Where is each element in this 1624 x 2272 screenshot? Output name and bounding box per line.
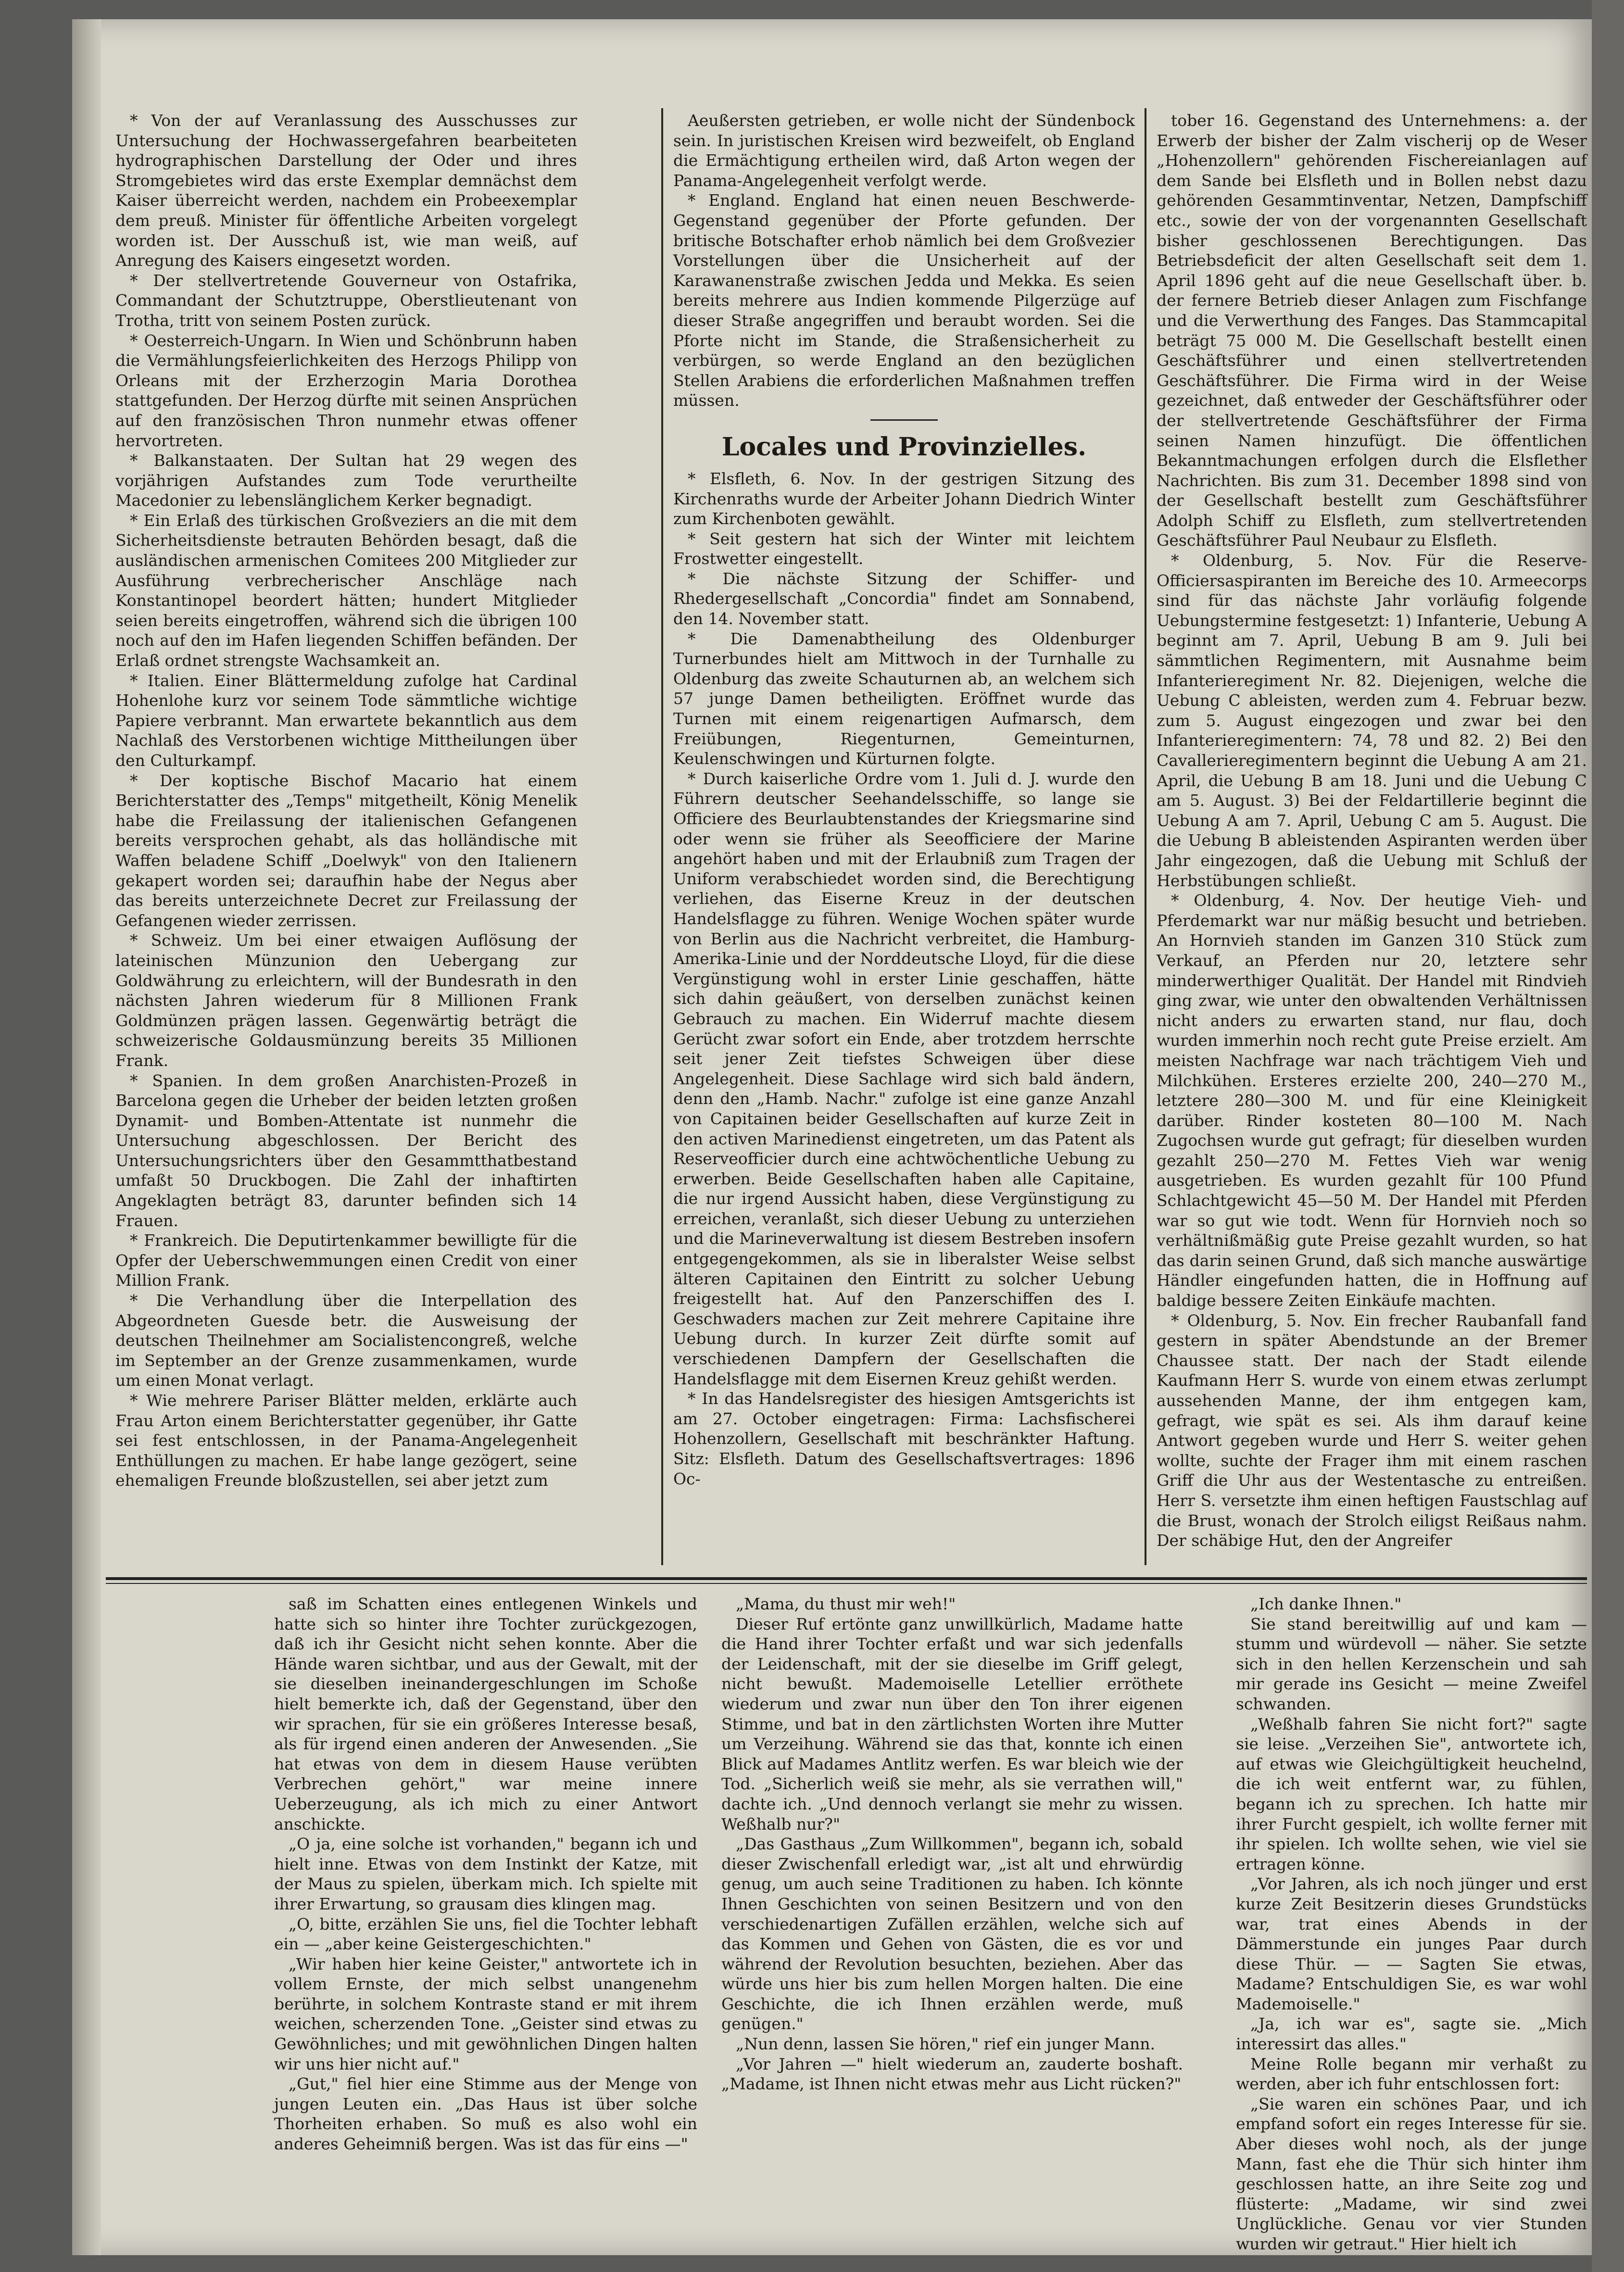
article-paragraph: * Oldenburg, 4. Nov. Der heutige Vieh- und Pferdemarkt war nur mäßig besucht und betrieben. An Hornvieh standen im Ganzen 310 Stück zum Verkauf, an Pferden nur 20, letztere sehr minderwerthiger Qualität. Der Handel mit Rindvieh ging zwar, wie unter den obwaltenden Verhältnissen nicht anders zu erwarten stand, nur flau, doch wurden immerhin noch recht gute Preise erzielt. Am meisten Nachfrage war nach trächtigem Vieh und Milchkühen. Ersteres erzielte 200, 240—270 M., letztere 280—300 M. und für eine Kleinigkeit darüber. Rinder kosteten 80—100 M. Nach Zugochsen wurde gut gefragt; für dieselben wurden gezahlt 250—270 M. Fettes Vieh war wenig ausgetrieben. Es wurden gezahlt für 100 Pfund Schlachtgewicht 45—50 M. Der Handel mit Pferden war so gut wie todt. Wenn für Hornvieh noch so verhältnißmäßig gute Preise gezahlt wurden, so hat das darin seinen Grund, daß sich manche auswärtige Händler eingefunden hatten, die in Hoffnung auf baldige bessere Zeiten Einkäufe machten. (1157, 891, 1587, 1310)
article-paragraph: „Vor Jahren, als ich noch jünger und erst kurze Zeit Besitzerin dieses Grundstücks war, trat eines Abends in der Dämmerstunde ein junges Paar durch diese Thür. — — Sagten Sie etwas, Madame? Entschuldigen Sie, es war wohl Mademoiselle." (1236, 1874, 1587, 2013)
article-paragraph: * In das Handelsregister des hiesigen Amtsgerichts ist am 27. October eingetragen: Firma: Lachsfischerei Hohenzollern, Gesellschaft mit beschränkter Haftung. Sitz: Elsfleth. Datum des Gesellschaftsvertrages: 1896 Oc- (673, 1389, 1135, 1488)
article-paragraph: Meine Rolle begann mir verhaßt zu werden, aber ich fuhr entschlossen fort: (1236, 2054, 1587, 2094)
article-paragraph: Sie stand bereitwillig auf und kam — stumm und würdevoll — näher. Sie setzte sich in den hellen Kerzenschein und sah mir gerade ins Gesicht — meine Zweifel schwanden. (1236, 1614, 1587, 1713)
article-paragraph: „Ich danke Ihnen." (1250, 1594, 1402, 1613)
article-paragraph: * Seit gestern hat sich der Winter mit leichtem Frostwetter eingestellt. (673, 529, 1135, 568)
article-paragraph: „Vor Jahren —" hielt wiederum an, zauderte boshaft. „Madame, ist Ihnen nicht etwas mehr aus Licht rücken?" (721, 2054, 1183, 2094)
article-paragraph: „Mama, du thust mir weh!" (736, 1594, 956, 1613)
article-paragraph: * Italien. Einer Blättermeldung zufolge hat Cardinal Hohenlohe kurz vor seinem Tode sämmtliche wichtige Papiere verbrannt. Man erwartete bekanntlich aus dem Nachlaß des Verstorbenen wichtige Mittheilungen über den Culturkampf. (115, 671, 577, 770)
article-paragraph: „Sie waren ein schönes Paar, und ich empfand sofort ein reges Interesse für sie. Aber dieses wohl noch, als der junge Mann, fast ehe die Thür sich hinter ihm geschlossen hatte, an ihre Seite zog und flüsterte: „Madame, wir sind zwei Unglückliche. Genau vor vier Stunden wurden wir getraut." Hier hielt ich (1236, 2094, 1587, 2253)
article-paragraph: Dieser Ruf ertönte ganz unwillkürlich, Madame hatte die Hand ihrer Tochter erfaßt und war sich jedenfalls der Leidenschaft, mit der sie dieselbe im Griff gelegt, nicht bewußt. Mademoiselle Letellier erröthete wiederum und zwar nun über den Ton ihrer eigenen Stimme, und bat in den zärtlichsten Worten ihre Mutter um Verzeihung. Während sie das that, konnte ich einen Blick auf Madames Antlitz werfen. Es war bleich wie der Tod. „Sicherlich weiß sie mehr, als sie verrathen will," dachte ich. „Und dennoch verlangt sie mehr zu wissen. Weßhalb nur?" (721, 1614, 1183, 1833)
article-paragraph: „Das Gasthaus „Zum Willkommen", begann ich, sobald dieser Zwischenfall erledigt war, „ist alt und ehrwürdig genug, um auch seine Traditionen zu haben. Ich könnte Ihnen Geschichten von seinen Besitzern und von den verschiedenartigen Zufällen erzählen, welche sich auf das Kommen und Gehen von Gästen, die es vor und während der Revolution besuchten, beziehen. Aber das würde uns hier bis zum hellen Morgen halten. Die eine Geschichte, die ich Ihnen erzählen werde, muß genügen." (721, 1834, 1183, 2034)
feuilleton-divider (106, 1577, 1587, 1580)
article-paragraph: * Oesterreich-Ungarn. In Wien und Schönbrunn haben die Vermählungsfeierlichkeiten des Herzogs Philipp von Orleans mit der Erzherzogin Maria Dorothea stattgefunden. Der Herzog dürfte mit seinen Ansprüchen auf den französischen Thron nunmehr etwas offener hervortreten. (115, 331, 577, 450)
article-paragraph: * Elsfleth, 6. Nov. In der gestrigen Sitzung des Kirchenraths wurde der Arbeiter Johann Diedrich Winter zum Kirchenboten gewählt. (673, 469, 1135, 528)
article-paragraph: „O ja, eine solche ist vorhanden," begann ich und hielt inne. Etwas von dem Instinkt der Katze, mit der Maus zu spielen, überkam mich. Ich spielte mit ihrer Erwartung, so grausam dies klingen mag. (274, 1834, 697, 1913)
article-paragraph: * Spanien. In dem großen Anarchisten-Prozeß in Barcelona gegen die Urheber der beiden letzten großen Dynamit- und Bomben-Attentate ist nunmehr die Untersuchung abgeschlossen. Der Bericht des Untersuchungsrichters über den Gesammtthatbestand umfaßt 50 Druckbogen. Die Zahl der inhaftirten Angeklagten beträgt 83, darunter befinden sich 14 Frauen. (115, 1071, 577, 1230)
page-binding (72, 19, 101, 2255)
scan-edge (1592, 0, 1624, 2272)
article-paragraph: „Gut," fiel hier eine Stimme aus der Menge von jungen Leuten ein. „Das Haus ist über solche Thorheiten erhaben. So muß es also wohl ein anderes Geheimniß bergen. Was ist das für eins —" (274, 2074, 697, 2154)
article-paragraph: * Ein Erlaß des türkischen Großveziers an die mit dem Sicherheitsdienste betrauten Behörden besagt, daß die ausländischen armenischen Comitees 200 Mitglieder zur Ausführung verbrecherischer Anschläge nach Konstantinopel beordert hätten; hundert Mitglieder seien bereits eingetroffen, während sich die übrigen 100 noch auf den im Hafen liegenden Schiffen befänden. Der Erlaß ordnet strengste Wachsamkeit an. (115, 511, 577, 670)
article-paragraph: * Balkanstaaten. Der Sultan hat 29 wegen des vorjährigen Aufstandes zum Tode verurtheilte Macedonier zu lebenslänglichem Kerker begnadigt. (115, 451, 577, 510)
column-rule (1145, 108, 1146, 1565)
news-column-3 (1157, 111, 1587, 1563)
section-title: Locales und Provinzielles. (721, 432, 1087, 462)
feuilleton-column-2 (721, 1594, 1183, 2234)
section-divider (870, 419, 938, 421)
article-paragraph: tober 16. Gegenstand des Unternehmens: a. der Erwerb der bisher der Zalm vischerij op de Weser „Hohenzollern" gehörenden Fischereianlagen auf dem Sande bei Elsfleth und in Bollen nebst dazu gehörenden Gesammtinventar, Netzen, Dampfschiff etc., sowie der von der vorgenannten Gesellschaft bisher geschlossenen Berechtigungen. Das Betriebsdeficit der alten Gesellschaft seit dem 1. April 1896 geht auf die neue Gesellschaft über. b. der fernere Betrieb dieser Anlagen zum Fischfange und die Verwerthung des Fanges. Das Stammcapital beträgt 75 000 M. Die Gesellschaft bestellt einen Geschäftsführer und einen stellvertretenden Geschäftsführer. Die Firma wird in der Weise gezeichnet, daß entweder der Geschäftsführer oder der stellvertretende Geschäftsführer der Firma seinen Namen hinzufügt. Die öffentlichen Bekanntmachungen erfolgen durch die Elsflether Nachrichten. Bis zum 31. December 1898 sind von der Gesellschaft bestellt zum Geschäftsführer Adolph Schiff zu Elsfleth, zum stellvertretenden Geschäftsführer Paul Neubaur zu Elsfleth. (1157, 111, 1587, 550)
article-paragraph: * Frankreich. Die Deputirtenkammer bewilligte für die Opfer der Ueberschwemmungen einen Credit von einer Million Frank. (115, 1231, 577, 1290)
article-paragraph: „Wir haben hier keine Geister," antwortete ich in vollem Ernste, der mich selbst unangenehm berührte, in solchem Kontraste stand er mit ihrem weichen, scherzenden Tone. „Geister sind etwas zu Gewöhnliches; und mit gewöhnlichen Dingen halten wir uns hier nicht auf." (274, 1954, 697, 2073)
article-paragraph: * Die Damenabtheilung des Oldenburger Turnerbundes hielt am Mittwoch in der Turnhalle zu Oldenburg das zweite Schauturnen ab, an welchem sich 57 junge Damen betheiligten. Eröffnet wurde das Turnen mit einem reigenartigen Aufmarsch, dem Freiübungen, Riegenturnen, Gemeinturnen, Keulenschwingen und Kürturnen folgte. (673, 629, 1135, 768)
article-paragraph: * Die nächste Sitzung der Schiffer- und Rhedergesellschaft „Concordia" findet am Sonnabend, den 14. November statt. (673, 569, 1135, 628)
newspaper-page (72, 19, 1592, 2255)
article-paragraph: * Durch kaiserliche Ordre vom 1. Juli d. J. wurde den Führern deutscher Seehandelsschiffe, so lange sie Officiere des Beurlaubtenstandes der Kriegsmarine sind oder wenn sie früher als Seeofficiere der Marine angehört haben und mit der Erlaubniß zum Tragen der Uniform verabschiedet worden sind, die Berechtigung verliehen, das Eiserne Kreuz in der deutschen Handelsflagge zu führen. Wenige Wochen später wurde von Berlin aus die Nachricht verbreitet, die Hamburg-Amerika-Linie und der Norddeutsche Lloyd, für die diese Vergünstigung wohl in erster Linie geschaffen, hätte sich dahin geäußert, von derselben zunächst keinen Gebrauch zu machen. Ein Widerruf machte diesem Gerücht zwar sofort ein Ende, aber trotzdem herrschte seit jener Zeit tiefstes Schweigen über diese Angelegenheit. Diese Sachlage wird sich bald ändern, denn den „Hamb. Nachr." zufolge ist eine ganze Anzahl von Capitainen beider Gesellschaften auf kurze Zeit in den activen Marinedienst eingetreten, um das Patent als Reserveofficier durch eine achtwöchentliche Uebung zu erwerben. Beide Gesellschaften haben alle Capitaine, die nur irgend Aussicht haben, diese Vergünstigung zu erreichen, veranlaßt, sich dieser Uebung zu unterziehen und die Marineverwaltung ist diesem Bestreben insofern entgegengekommen, als sie in liberalster Weise selbst älteren Capitainen den Eintritt zu solcher Uebung freigestellt hat. Auf den Panzerschiffen des I. Geschwaders machen zur Zeit mehrere Capitaine ihre Uebung durch. In kurzer Zeit dürfte somit auf verschiedenen Dampfern der Gesellschaften die Handelsflagge mit dem Eisernen Kreuz gehißt werden. (673, 769, 1135, 1388)
article-paragraph: * Der stellvertretende Gouverneur von Ostafrika, Commandant der Schutztruppe, Oberstlieutenant von Trotha, tritt von seinem Posten zurück. (115, 271, 577, 330)
article-paragraph: „Ja, ich war es", sagte sie. „Mich interessirt das alles." (1236, 2014, 1587, 2054)
local-news (673, 469, 1135, 1489)
foreign-news-continued (673, 111, 1135, 411)
feuilleton-divider-thin (106, 1583, 1587, 1584)
feuilleton-column-1 (274, 1594, 697, 2234)
column-rule (661, 108, 663, 1565)
article-paragraph: „Weßhalb fahren Sie nicht fort?" sagte sie leise. „Verzeihen Sie", antwortete ich, auf etwas wie Gleichgültigkeit heuchelnd, die ich weit entfernt war, zu fühlen, begann ich zu sprechen. Ich hatte mir ihrer Furcht gespielt, ich wollte ferner mit ihr spielen. Ich wollte sehen, wie viel sie ertragen könne. (1236, 1714, 1587, 1873)
article-paragraph: „O, bitte, erzählen Sie uns, fiel die Tochter lebhaft ein — „aber keine Geistergeschichten." (274, 1914, 697, 1954)
article-paragraph: „Nun denn, lassen Sie hören," rief ein junger Mann. (736, 2034, 1156, 2054)
article-paragraph: saß im Schatten eines entlegenen Winkels und hatte sich so hinter ihre Tochter zurückgezogen, daß ich ihr Gesicht nicht sehen konnte. Aber die Hände waren sichtbar, und aus der Gewalt, mit der sie dieselben ineinandergeschlungen im Schoße hielt bemerkte ich, daß der Gegenstand, über den wir sprachen, für sie ein größeres Interesse besaß, als für irgend einen anderen der Anwesenden. „Sie hat etwas von dem in diesem Hause verübten Verbrechen gehört," war meine innere Ueberzeugung, als ich mich zu einer Antwort anschickte. (274, 1594, 697, 1833)
article-paragraph: Aeußersten getrieben, er wolle nicht der Sündenbock sein. In juristischen Kreisen wird bezweifelt, ob England die Ermächtigung ertheilen wird, daß Arton wegen der Panama-Angelegenheit verfolgt werde. (673, 111, 1135, 190)
article-paragraph: * Schweiz. Um bei einer etwaigen Auflösung der lateinischen Münzunion den Uebergang zur Goldwährung zu erleichtern, will der Bundesrath in den nächsten Jahren wiederum für 8 Millionen Frank Goldmünzen prägen lassen. Gegenwärtig beträgt die schweizerische Goldausmünzung bereits 35 Millionen Frank. (115, 931, 577, 1070)
article-paragraph: * England. England hat einen neuen Beschwerde-Gegenstand gegenüber der Pforte gefunden. Der britische Botschafter erhob nämlich bei dem Großvezier Vorstellungen über die Unsicherheit auf der Karawanenstraße zwischen Jedda und Mekka. Es seien bereits mehrere aus Indien kommende Pilgerzüge auf dieser Straße angegriffen und beraubt worden. Sei die Pforte nicht im Stande, die Straßensicherheit zu verbürgen, so werde England an den bezüglichen Stellen Arabiens die erforderlichen Maßnahmen treffen müssen. (673, 191, 1135, 410)
article-paragraph: * Oldenburg, 5. Nov. Ein frecher Raubanfall fand gestern in später Abendstunde an der Bremer Chaussee statt. Der nach der Stadt eilende Kaufmann Herr S. wurde von einem etwas zerlumpt aussehenden Manne, der ihm entgegen kam, gefragt, wie spät es sei. Als ihm darauf keine Antwort gegeben wurde und Herr S. weiter gehen wollte, suchte der Frager ihm mit einem raschen Griff die Uhr aus der Westentasche zu entreißen. Herr S. versetzte ihm einen heftigen Faustschlag auf die Brust, wonach der Strolch eiligst Reißaus nahm. Der schäbige Hut, den der Angreifer (1157, 1311, 1587, 1550)
news-column-2 (673, 111, 1135, 1563)
article-paragraph: * Der koptische Bischof Macario hat einem Berichterstatter des „Temps" mitgetheilt, König Menelik habe die Freilassung der italienischen Gefangenen bereits versprochen gehabt, als das holländische mit Waffen beladene Schiff „Doelwyk" von den Italienern gekapert worden sei; daraufhin habe der Negus aber das bereits unterzeichnete Decret zur Freilassung der Gefangenen wieder zerrissen. (115, 771, 577, 930)
feuilleton-column-3 (1236, 1594, 1587, 2253)
article-paragraph: * Die Verhandlung über die Interpellation des Abgeordneten Guesde betr. die Ausweisung der deutschen Theilnehmer am Socialistencongreß, welche im September an der Grenze zusammenkamen, wurde um einen Monat verlagt. (115, 1291, 577, 1390)
news-column-1 (115, 111, 577, 1563)
article-paragraph: * Wie mehrere Pariser Blätter melden, erklärte auch Frau Arton einem Berichterstatter gegenüber, ihr Gatte sei fest entschlossen, in der Panama-Angelegenheit Enthüllungen zu machen. Er habe lange gezögert, seine ehemaligen Freunde bloßzustellen, sei aber jetzt zum (115, 1391, 577, 1490)
article-paragraph: * Von der auf Veranlassung des Ausschusses zur Untersuchung der Hochwassergefahren bearbeiteten hydrographischen Darstellung der Oder und ihres Stromgebietes wird das erste Exemplar demnächst dem Kaiser überreicht werden, nachdem ein Probeexemplar dem preuß. Minister für öffentliche Arbeiten vorgelegt worden ist. Der Ausschuß ist, wie man weiß, auf Anregung des Kaisers eingesetzt worden. (115, 111, 577, 270)
article-paragraph: * Oldenburg, 5. Nov. Für die Reserve-Officiersaspiranten im Bereiche des 10. Armeecorps sind für das nächste Jahr vorläufig folgende Uebungstermine festgesetzt: 1) Infanterie, Uebung A beginnt am 7. April, Uebung B am 9. Juli bei sämmtlichen Regimentern, mit Ausnahme beim Infanterieregiment Nr. 82. Diejenigen, welche die Uebung C ableisten, werden zum 4. Februar bezw. zum 5. August eingezogen und zwar bei den Infanterieregimentern: 74, 78 und 82. 2) Bei den Cavallerieregimentern beginnt die Uebung A am 21. April, die Uebung B am 18. Juni und die Uebung C am 5. August. 3) Bei der Feldartillerie beginnt die Uebung A am 7. April, Uebung C am 5. August. Die die Uebung B ableistenden Aspiranten werden über Jahr eingezogen, daß die Uebung mit Schluß der Herbstübungen schließt. (1157, 551, 1587, 890)
